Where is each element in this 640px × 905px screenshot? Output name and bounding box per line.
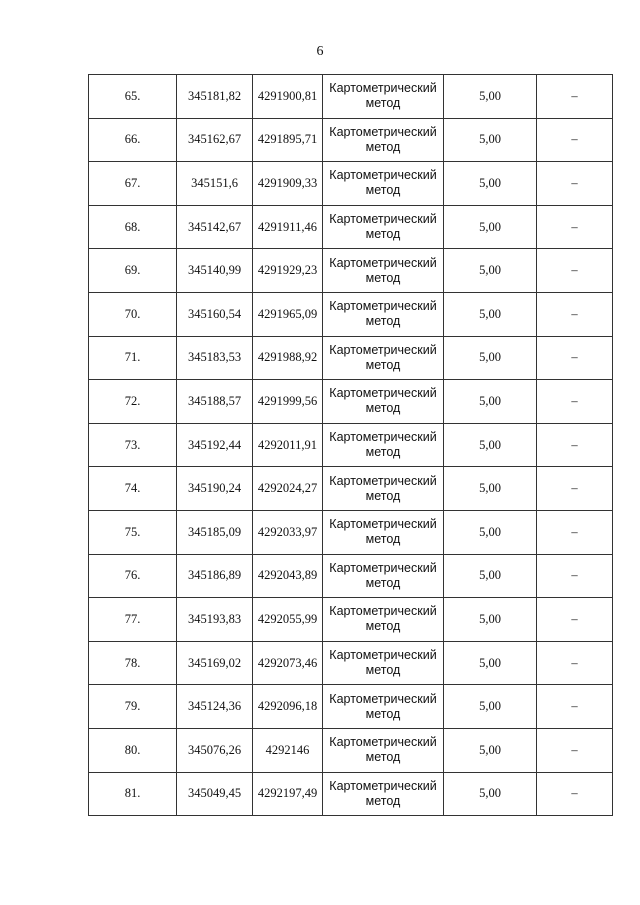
table-row: [89, 423, 613, 467]
accuracy-cell: 5,00: [444, 75, 537, 119]
method-line-2: метод: [365, 401, 401, 416]
note-cell: –: [537, 467, 613, 511]
x-coordinate-cell: 345049,45: [177, 772, 253, 816]
table-row: [89, 380, 613, 424]
method-cell: [323, 75, 444, 119]
table-row: [89, 162, 613, 206]
method-cell: [323, 685, 444, 729]
y-coordinate-cell: 4291909,33: [253, 162, 323, 206]
x-coordinate-cell: 345193,83: [177, 598, 253, 642]
coordinates-table: [88, 74, 613, 816]
x-coordinate-cell: 345188,57: [177, 380, 253, 424]
method-line-1: Картометрический: [329, 430, 437, 445]
point-number-cell: 76.: [89, 554, 177, 598]
accuracy-cell: 5,00: [444, 162, 537, 206]
method-line-1: Картометрический: [329, 81, 437, 96]
note-cell: –: [537, 336, 613, 380]
method-line-2: метод: [365, 619, 401, 634]
method-line-1: Картометрический: [329, 255, 437, 270]
point-number-cell: 66.: [89, 118, 177, 162]
accuracy-cell: 5,00: [444, 641, 537, 685]
accuracy-cell: 5,00: [444, 772, 537, 816]
x-coordinate-cell: 345190,24: [177, 467, 253, 511]
table-row: [89, 118, 613, 162]
accuracy-cell: 5,00: [444, 728, 537, 772]
method-line-1: Картометрический: [329, 386, 437, 401]
method-line-1: Картометрический: [329, 124, 437, 139]
method-line-1: Картометрический: [329, 560, 437, 575]
point-number-cell: 70.: [89, 292, 177, 336]
method-line-2: метод: [365, 270, 401, 285]
accuracy-cell: 5,00: [444, 510, 537, 554]
method-cell: [323, 336, 444, 380]
table-row: [89, 75, 613, 119]
y-coordinate-cell: 4291900,81: [253, 75, 323, 119]
point-number-cell: 71.: [89, 336, 177, 380]
table-row: [89, 467, 613, 511]
y-coordinate-cell: 4291929,23: [253, 249, 323, 293]
method-cell: [323, 554, 444, 598]
x-coordinate-cell: 345169,02: [177, 641, 253, 685]
point-number-cell: 68.: [89, 205, 177, 249]
method-cell: [323, 641, 444, 685]
method-line-1: Картометрический: [329, 342, 437, 357]
table-row: [89, 641, 613, 685]
method-line-2: метод: [365, 750, 401, 765]
method-line-2: метод: [365, 183, 401, 198]
x-coordinate-cell: 345192,44: [177, 423, 253, 467]
accuracy-cell: 5,00: [444, 554, 537, 598]
x-coordinate-cell: 345076,26: [177, 728, 253, 772]
note-cell: –: [537, 728, 613, 772]
method-line-1: Картометрический: [329, 517, 437, 532]
note-cell: –: [537, 598, 613, 642]
x-coordinate-cell: 345185,09: [177, 510, 253, 554]
table-row: [89, 772, 613, 816]
method-cell: [323, 292, 444, 336]
table-row: [89, 292, 613, 336]
method-line-2: метод: [365, 706, 401, 721]
method-line-1: Картометрический: [329, 735, 437, 750]
method-cell: [323, 598, 444, 642]
note-cell: –: [537, 772, 613, 816]
point-number-cell: 78.: [89, 641, 177, 685]
note-cell: –: [537, 510, 613, 554]
y-coordinate-cell: 4291911,46: [253, 205, 323, 249]
y-coordinate-cell: 4292033,97: [253, 510, 323, 554]
x-coordinate-cell: 345124,36: [177, 685, 253, 729]
y-coordinate-cell: 4291999,56: [253, 380, 323, 424]
accuracy-cell: 5,00: [444, 467, 537, 511]
method-cell: [323, 249, 444, 293]
point-number-cell: 69.: [89, 249, 177, 293]
method-line-2: метод: [365, 139, 401, 154]
accuracy-cell: 5,00: [444, 685, 537, 729]
table-row: [89, 554, 613, 598]
page-number: 6: [316, 44, 324, 59]
x-coordinate-cell: 345151,6: [177, 162, 253, 206]
table-row: [89, 685, 613, 729]
accuracy-cell: 5,00: [444, 249, 537, 293]
y-coordinate-cell: 4292024,27: [253, 467, 323, 511]
note-cell: –: [537, 292, 613, 336]
point-number-cell: 72.: [89, 380, 177, 424]
method-line-2: метод: [365, 575, 401, 590]
method-cell: [323, 772, 444, 816]
accuracy-cell: 5,00: [444, 423, 537, 467]
note-cell: –: [537, 685, 613, 729]
method-line-2: метод: [365, 488, 401, 503]
y-coordinate-cell: 4292011,91: [253, 423, 323, 467]
note-cell: –: [537, 554, 613, 598]
accuracy-cell: 5,00: [444, 292, 537, 336]
method-cell: [323, 423, 444, 467]
note-cell: –: [537, 380, 613, 424]
table-row: [89, 510, 613, 554]
x-coordinate-cell: 345162,67: [177, 118, 253, 162]
y-coordinate-cell: 4292055,99: [253, 598, 323, 642]
y-coordinate-cell: 4292073,46: [253, 641, 323, 685]
table-row: [89, 598, 613, 642]
method-line-2: метод: [365, 357, 401, 372]
y-coordinate-cell: 4291895,71: [253, 118, 323, 162]
y-coordinate-cell: 4292197,49: [253, 772, 323, 816]
method-cell: [323, 510, 444, 554]
note-cell: –: [537, 118, 613, 162]
table-body: [89, 75, 613, 816]
table-row: [89, 336, 613, 380]
method-line-2: метод: [365, 96, 401, 111]
method-line-1: Картометрический: [329, 212, 437, 227]
point-number-cell: 80.: [89, 728, 177, 772]
point-number-cell: 74.: [89, 467, 177, 511]
point-number-cell: 65.: [89, 75, 177, 119]
method-line-2: метод: [365, 793, 401, 808]
method-line-1: Картометрический: [329, 691, 437, 706]
accuracy-cell: 5,00: [444, 380, 537, 424]
method-line-2: метод: [365, 314, 401, 329]
note-cell: –: [537, 423, 613, 467]
point-number-cell: 73.: [89, 423, 177, 467]
accuracy-cell: 5,00: [444, 598, 537, 642]
method-line-1: Картометрический: [329, 778, 437, 793]
y-coordinate-cell: 4292043,89: [253, 554, 323, 598]
method-line-1: Картометрический: [329, 604, 437, 619]
point-number-cell: 75.: [89, 510, 177, 554]
x-coordinate-cell: 345140,99: [177, 249, 253, 293]
accuracy-cell: 5,00: [444, 336, 537, 380]
method-line-1: Картометрический: [329, 168, 437, 183]
y-coordinate-cell: 4291965,09: [253, 292, 323, 336]
note-cell: –: [537, 162, 613, 206]
method-line-1: Картометрический: [329, 299, 437, 314]
method-line-2: метод: [365, 227, 401, 242]
x-coordinate-cell: 345183,53: [177, 336, 253, 380]
table-row: [89, 249, 613, 293]
method-line-1: Картометрический: [329, 648, 437, 663]
point-number-cell: 79.: [89, 685, 177, 729]
method-cell: [323, 467, 444, 511]
method-cell: [323, 118, 444, 162]
method-line-2: метод: [365, 445, 401, 460]
note-cell: –: [537, 249, 613, 293]
note-cell: –: [537, 641, 613, 685]
x-coordinate-cell: 345186,89: [177, 554, 253, 598]
table-row: [89, 728, 613, 772]
table-row: [89, 205, 613, 249]
y-coordinate-cell: 4291988,92: [253, 336, 323, 380]
method-cell: [323, 728, 444, 772]
accuracy-cell: 5,00: [444, 118, 537, 162]
y-coordinate-cell: 4292096,18: [253, 685, 323, 729]
method-line-1: Картометрический: [329, 473, 437, 488]
point-number-cell: 67.: [89, 162, 177, 206]
method-line-2: метод: [365, 663, 401, 678]
accuracy-cell: 5,00: [444, 205, 537, 249]
point-number-cell: 77.: [89, 598, 177, 642]
note-cell: –: [537, 75, 613, 119]
method-line-2: метод: [365, 532, 401, 547]
y-coordinate-cell: 4292146: [253, 728, 323, 772]
point-number-cell: 81.: [89, 772, 177, 816]
x-coordinate-cell: 345160,54: [177, 292, 253, 336]
x-coordinate-cell: 345142,67: [177, 205, 253, 249]
note-cell: –: [537, 205, 613, 249]
method-cell: [323, 380, 444, 424]
x-coordinate-cell: 345181,82: [177, 75, 253, 119]
method-cell: [323, 162, 444, 206]
method-cell: [323, 205, 444, 249]
